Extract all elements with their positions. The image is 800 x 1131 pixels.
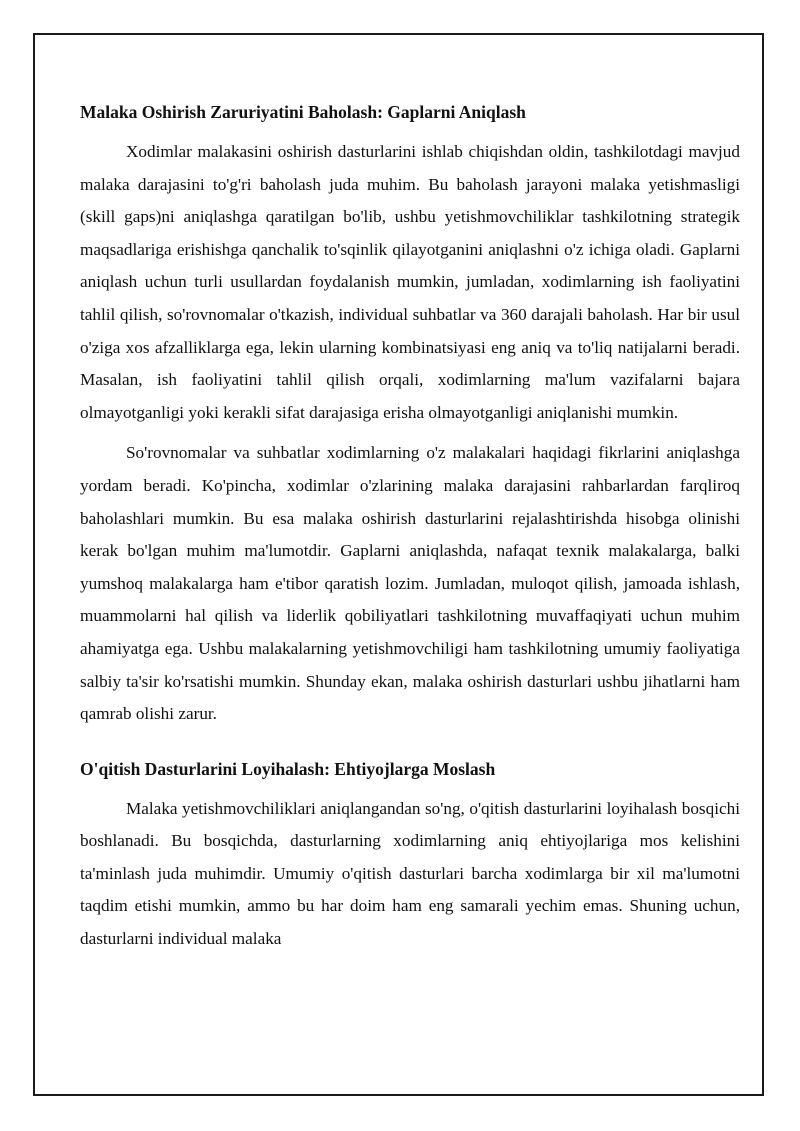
section-heading-1: Malaka Oshirish Zaruriyatini Baholash: Gaplarni Aniqlash	[80, 102, 526, 122]
paragraph-2: So'rovnomalar va suhbatlar xodimlarning o'z malakalari haqidagi fikrlarini aniqlashga yordam beradi. Ko'pincha, xodimlar o'zlarining malaka darajasini rahbarlardan farqliroq baholashlari mumkin. Bu esa malaka oshirish dasturlarini rejalashtirishda hisobga olinishi kerak bo'lgan muhim ma'lumotdir. Gaplarni aniqlashda, nafaqat texnik malakalarga, balki yumshoq malakalarga ham e'tibor qaratish lozim. Jumladan, muloqot qilish, jamoada ishlash, muammolarni hal qilish va liderlik qobiliyatlari tashkilotning muvaffaqiyati uchun muhim ahamiyatga ega. Ushbu malakalarning yetishmovchiligi ham tashkilotning umumiy faoliyatiga salbiy ta'sir ko'rsatishi mumkin. Shunday ekan, malaka oshirish dasturlari ushbu jihatlarni ham qamrab olishi zarur.	[80, 443, 740, 724]
section-heading-2: O'qitish Dasturlarini Loyihalash: Ehtiyojlarga Moslash	[80, 758, 496, 779]
paragraph-1: Xodimlar malakasini oshirish dasturlarini ishlab chiqishdan oldin, tashkilotdagi mavjud malaka darajasini to'g'ri baholash juda muhim. Bu baholash jarayoni malaka yetishmasligi (skill gaps)ni aniqlashga qaratilgan bo'lib, ushbu yetishmovchiliklar tashkilotning strategik maqsadlariga erishishga qanchalik to'sqinlik qilayotganini aniqlashni o'z ichiga oladi. Gaplarni aniqlash uchun turli usullardan foydalanish mumkin, jumladan, xodimlarning ish faoliyatini tahlil qilish, so'rovnomalar o'tkazish, individual suhbatlar va 360 darajali baholash. Har bir usul o'ziga xos afzalliklarga ega, lekin ularning kombinatsiyasi eng aniq va to'liq natijalarni beradi. Masalan, ish faoliyatini tahlil qilish orqali, xodimlarning ma'lum vazifalarni bajara olmayotganligi yoki kerakli sifat darajasiga erisha olmayotganligi aniqlanishi mumkin.	[80, 142, 740, 422]
document-body	[80, 96, 740, 956]
paragraph-3: Malaka yetishmovchiliklari aniqlangandan so'ng, o'qitish dasturlarini loyihalash bosqichi boshlanadi. Bu bosqichda, dasturlarning xodimlarning aniq ehtiyojlariga mos kelishini ta'minlash juda muhimdir. Umumiy o'qitish dasturlari barcha xodimlarga bir xil ma'lumotni taqdim etishi mumkin, ammo bu har doim ham eng samarali yechim emas. Shuning uchun, dasturlarni individual malaka	[80, 798, 740, 949]
